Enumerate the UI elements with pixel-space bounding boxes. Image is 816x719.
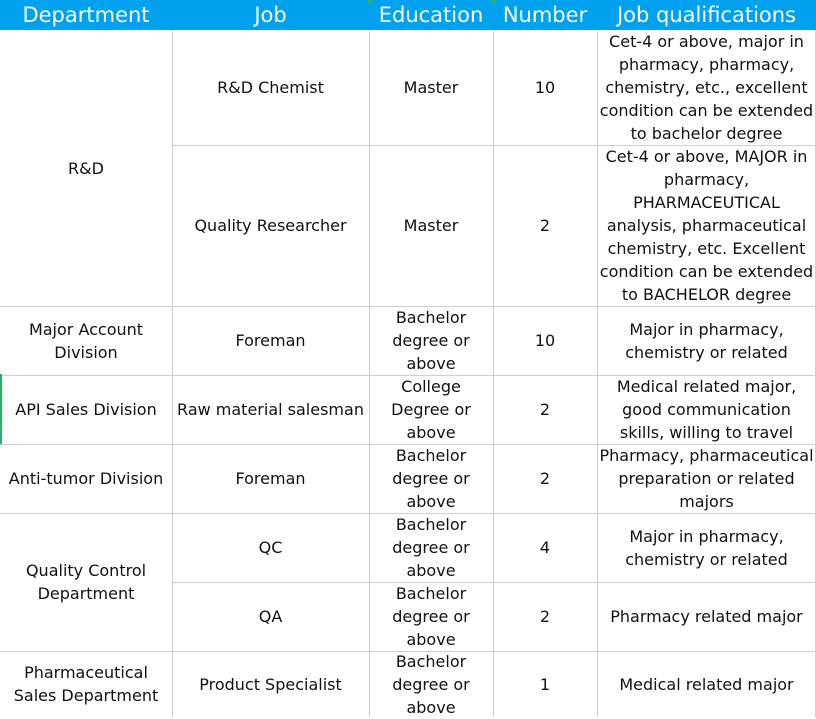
education-cell: Bachelor degree or above	[392, 308, 470, 373]
qualifications-cell: Major in pharmacy, chemistry or related	[625, 319, 788, 362]
row-divider	[172, 582, 816, 583]
education-cell: Master	[403, 216, 459, 235]
qualifications-cell: Pharmacy, pharmaceutical preparation or related majors	[599, 446, 814, 511]
number-cell: 1	[539, 674, 551, 694]
header-education: Education	[369, 0, 493, 30]
qualifications-cell: Cet-4 or above, MAJOR in pharmacy, PHARMACEUTICAL analysis, pharmaceutical chemistry, etc. Excellent condition can be extended to BACHELOR degree	[599, 147, 814, 304]
job-cell: QC	[258, 538, 283, 557]
column-divider	[172, 30, 173, 717]
education-cell: Bachelor degree or above	[392, 515, 470, 580]
column-divider	[597, 30, 598, 717]
department-cell: R&D	[68, 158, 104, 178]
education-cell: Bachelor degree or above	[392, 446, 470, 511]
number-cell: 4	[539, 538, 551, 557]
number-cell: 2	[539, 607, 551, 626]
department-cell: Quality Control Department	[25, 561, 147, 603]
qualifications-cell: Cet-4 or above, major in pharmacy, pharmacy, chemistry, etc., excellent condition can be extended to bachelor degree	[599, 32, 814, 143]
selection-tick	[368, 0, 372, 4]
education-cell: Master	[403, 78, 459, 97]
number-cell: 10	[534, 78, 556, 97]
department-cell: Pharmaceutical Sales Department	[13, 663, 159, 705]
qualifications-cell: Major in pharmacy, chemistry or related	[625, 526, 788, 569]
job-cell: QA	[258, 607, 283, 626]
row-accent-marker	[0, 374, 2, 444]
qualifications-cell: Medical related major	[619, 674, 794, 694]
selection-tick	[492, 0, 496, 4]
department-cell: API Sales Division	[15, 400, 157, 419]
job-cell: R&D Chemist	[217, 78, 324, 97]
department-cell: Anti-tumor Division	[8, 469, 164, 488]
department-cell: Major Account Division	[28, 319, 144, 362]
job-cell: Quality Researcher	[194, 216, 347, 235]
header-job: Job	[172, 0, 369, 30]
education-cell: College Degree or above	[391, 377, 471, 442]
row-divider	[172, 145, 816, 146]
column-divider	[369, 30, 370, 717]
job-cell: Foreman	[235, 331, 306, 350]
header-department: Department	[0, 0, 172, 30]
number-cell: 2	[539, 400, 551, 419]
job-cell: Raw material salesman	[177, 400, 364, 419]
number-cell: 2	[539, 469, 551, 488]
job-cell: Product Specialist	[199, 674, 342, 694]
job-cell: Foreman	[235, 469, 306, 488]
number-cell: 2	[539, 216, 551, 235]
qualifications-cell: Pharmacy related major	[610, 607, 803, 626]
education-cell: Bachelor degree or above	[392, 584, 470, 649]
header-job-qualifications: Job qualifications	[597, 0, 816, 30]
number-cell: 10	[534, 331, 556, 350]
column-divider	[493, 30, 494, 717]
header-number: Number	[493, 0, 597, 30]
qualifications-cell: Medical related major, good communication skills, willing to travel	[616, 377, 797, 442]
education-cell: Bachelor degree or above	[392, 651, 470, 717]
